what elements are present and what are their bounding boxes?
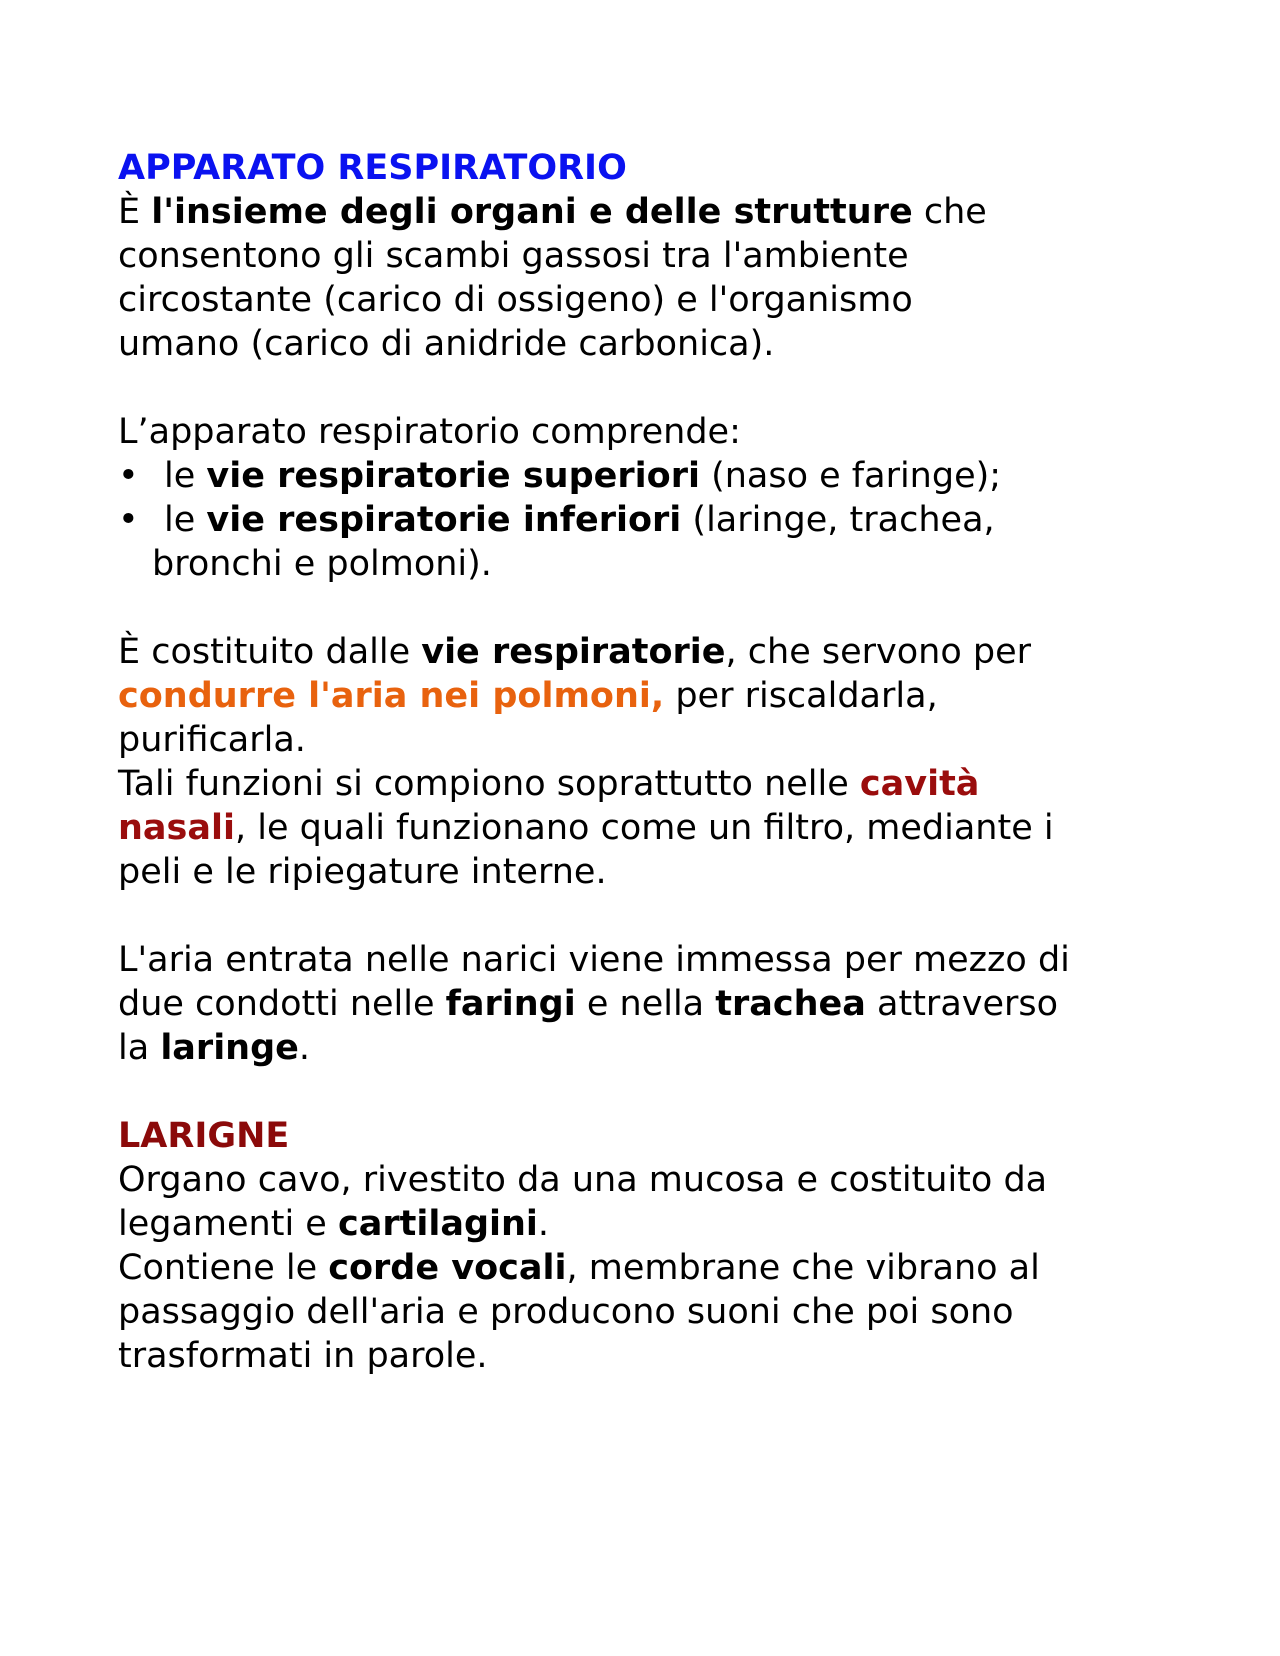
list-item [118, 454, 1178, 498]
paragraph-line [118, 982, 1178, 1026]
paragraph-line [118, 674, 1178, 718]
text-span: È [118, 192, 152, 232]
section-title-apparato [118, 146, 1178, 190]
text-span: che [912, 192, 987, 232]
text-span: , che servono per [725, 632, 1032, 672]
paragraph-line [118, 1246, 1178, 1290]
blank-line [118, 894, 1178, 938]
text-span: È costituito dalle [118, 632, 422, 672]
text-span: . [298, 1028, 311, 1068]
bold-term: trachea [715, 984, 866, 1024]
text-span: per riscaldarla, [664, 676, 938, 716]
text-span: le [164, 500, 207, 540]
paragraph-line [118, 190, 1178, 234]
list-item-continuation: bronchi e polmoni). [152, 544, 492, 584]
text-span: la [118, 1028, 161, 1068]
highlight-orange: condurre l'aria nei polmoni, [118, 676, 665, 716]
paragraph-line: passaggio dell'aria e producono suoni che poi sono [118, 1292, 1014, 1332]
text-span: legamenti e [118, 1204, 338, 1244]
text-span: , membrane che vibrano al [566, 1248, 1040, 1288]
bold-term: vie respiratorie [421, 632, 726, 672]
text-span: (laringe, trachea, [681, 500, 995, 540]
bold-term: laringe [160, 1028, 299, 1068]
blank-line [118, 1070, 1178, 1114]
paragraph-line: umano (carico di anidride carbonica). [118, 324, 775, 364]
heading-apparato-respiratorio: APPARATO RESPIRATORIO [118, 148, 627, 188]
list-item [118, 498, 1178, 542]
paragraph-line: peli e le ripiegature interne. [118, 852, 607, 892]
text-span: , le quali funzionano come un filtro, mediante i [234, 808, 1054, 848]
bold-term: l'insieme degli organi e delle strutture [151, 192, 913, 232]
paragraph-line: L’apparato respiratorio comprende: [118, 412, 741, 452]
paragraph-line: circostante (carico di ossigeno) e l'organismo [118, 280, 913, 320]
blank-line [118, 366, 1178, 410]
paragraph-line: purificarla. [118, 720, 306, 760]
paragraph-line [118, 1026, 1178, 1070]
blank-line [118, 586, 1178, 630]
paragraph-line [118, 630, 1178, 674]
paragraph-line [118, 806, 1178, 850]
heading-larigne: LARIGNE [118, 1116, 290, 1156]
paragraph-line [118, 1202, 1178, 1246]
paragraph-line: Organo cavo, rivestito da una mucosa e costituito da [118, 1160, 1048, 1200]
document-page [118, 146, 1178, 1378]
text-span: le [164, 456, 207, 496]
paragraph-line: trasformati in parole. [118, 1336, 488, 1376]
paragraph-line: L'aria entrata nelle narici viene immessa per mezzo di [118, 940, 1070, 980]
bullet-icon: • [118, 456, 139, 496]
paragraph-line: consentono gli scambi gassosi tra l'ambiente [118, 236, 909, 276]
text-span: Contiene le [118, 1248, 329, 1288]
highlight-red: cavità [859, 764, 980, 804]
text-span: attraverso [865, 984, 1059, 1024]
bullet-icon: • [118, 500, 139, 540]
bold-term: vie respiratorie superiori [206, 456, 700, 496]
section-title-larigne [118, 1114, 1178, 1158]
text-span: (naso e faringe); [699, 456, 1002, 496]
bold-term: cartilagini [337, 1204, 538, 1244]
bold-term: vie respiratorie inferiori [206, 500, 682, 540]
text-span: due condotti nelle [118, 984, 446, 1024]
bold-term: faringi [445, 984, 576, 1024]
text-span: Tali funzioni si compiono soprattutto nelle [118, 764, 860, 804]
paragraph-line [118, 762, 1178, 806]
bold-term: corde vocali [328, 1248, 567, 1288]
text-span: e nella [575, 984, 716, 1024]
text-span: . [537, 1204, 550, 1244]
highlight-red: nasali [118, 808, 235, 848]
